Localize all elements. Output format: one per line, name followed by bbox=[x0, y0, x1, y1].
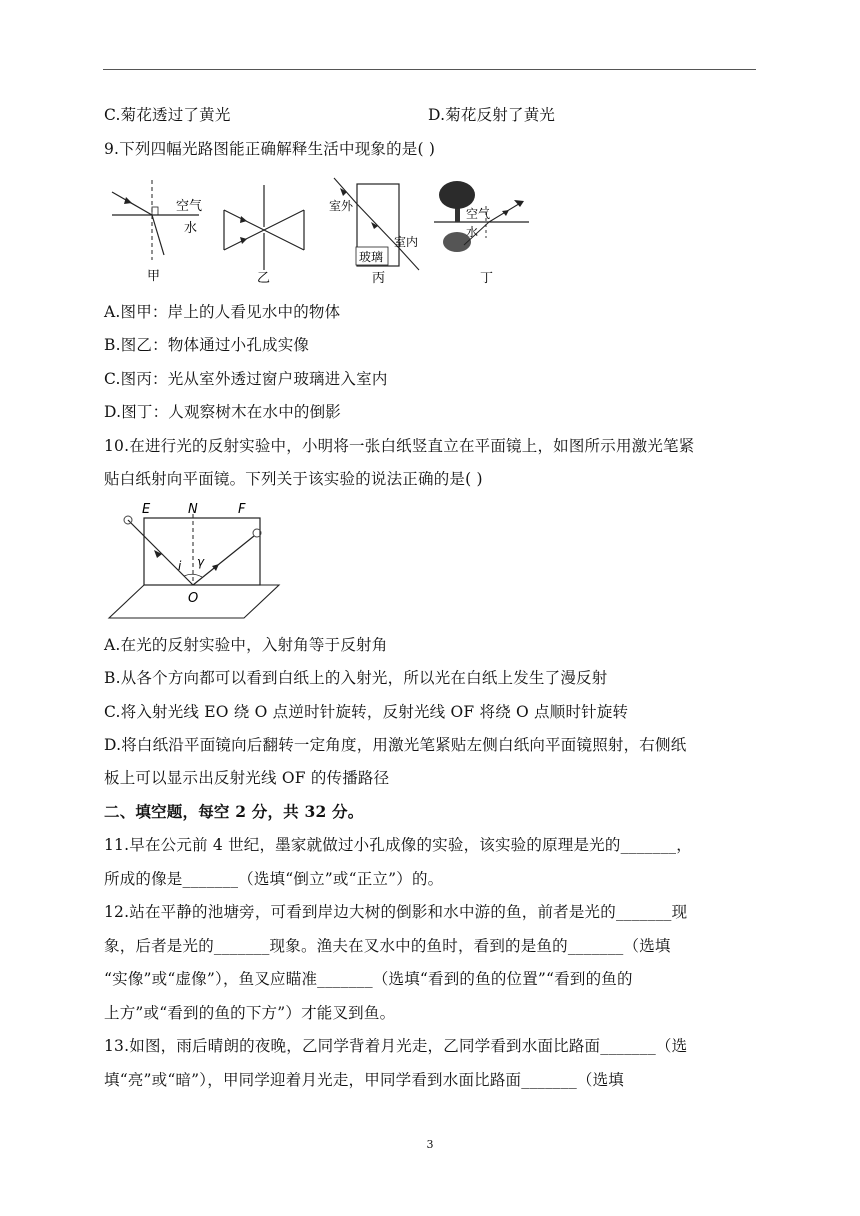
label-bing: 丙 bbox=[372, 271, 386, 286]
q9-option-c: C.图丙：光从室外透过窗户玻璃进入室内 bbox=[104, 370, 388, 388]
q10-option-a: A.在光的反射实验中，入射角等于反射角 bbox=[104, 636, 388, 654]
q9-option-a: A.图甲：岸上的人看见水中的物体 bbox=[104, 303, 341, 321]
q9-option-d: D.图丁：人观察树木在水中的倒影 bbox=[104, 403, 342, 421]
q8-option-c: C.菊花透过了黄光 bbox=[104, 106, 231, 124]
q9-option-b: B.图乙：物体通过小孔成实像 bbox=[104, 336, 310, 354]
q10-option-d-line2: 板上可以显示出反射光线 OF 的传播路径 bbox=[104, 769, 390, 787]
figure-ding bbox=[434, 181, 529, 286]
label-i: i bbox=[178, 559, 182, 573]
q10-option-c: C.将入射光线 EO 绕 O 点逆时针旋转，反射光线 OF 将绕 O 点顺时针旋转 bbox=[104, 703, 629, 721]
label-N: N bbox=[188, 502, 198, 517]
q10-stem-line2: 贴白纸射向平面镜。下列关于该实验的说法正确的是( ) bbox=[104, 470, 483, 488]
label-outdoor: 室外 bbox=[329, 199, 354, 213]
q12-line2: 象，后者是光的_______现象。渔夫在叉水中的鱼时，看到的是鱼的_______（选填 bbox=[104, 937, 671, 955]
q10-stem-line1: 10.在进行光的反射实验中，小明将一张白纸竖直立在平面镜上，如图所示用激光笔紧 bbox=[104, 437, 695, 455]
page-number: 3 bbox=[426, 1138, 434, 1151]
label-F: F bbox=[238, 502, 246, 517]
q13-line1: 13.如图，雨后晴朗的夜晚，乙同学背着月光走，乙同学看到水面比路面_______（选 bbox=[104, 1037, 688, 1055]
label-ding: 丁 bbox=[480, 271, 494, 286]
q12-line3: “实像”或“虚像”），鱼叉应瞄准_______（选填“看到的鱼的位置”“看到的鱼的 bbox=[104, 970, 633, 988]
label-water-jia: 水 bbox=[184, 221, 198, 236]
q9-stem: 9.下列四幅光路图能正确解释生活中现象的是( ) bbox=[104, 140, 436, 158]
label-indoor: 室内 bbox=[394, 235, 419, 249]
figure-jia bbox=[112, 180, 202, 284]
label-air-ding: 空气 bbox=[466, 207, 491, 221]
label-gamma: γ bbox=[197, 555, 205, 569]
q13-line2: 填“亮”或“暗”），甲同学迎着月光走，甲同学看到水面比路面_______（选填 bbox=[104, 1071, 624, 1089]
q10-option-d-line1: D.将白纸沿平面镜向后翻转一定角度，用激光笔紧贴左侧白纸向平面镜照射，右侧纸 bbox=[104, 736, 687, 754]
label-E: E bbox=[142, 502, 151, 517]
label-O: O bbox=[188, 591, 199, 606]
label-yi: 乙 bbox=[257, 271, 271, 286]
label-jia: 甲 bbox=[147, 269, 161, 284]
label-air-jia: 空气 bbox=[176, 199, 203, 214]
label-glass: 玻璃 bbox=[359, 250, 384, 264]
figure-yi bbox=[224, 185, 304, 286]
q8-option-d: D.菊花反射了黄光 bbox=[428, 106, 556, 124]
label-water-ding: 水 bbox=[466, 225, 479, 239]
q12-line1: 12.站在平静的池塘旁，可看到岸边大树的倒影和水中游的鱼，前者是光的_______现 bbox=[104, 903, 688, 921]
header-rule bbox=[103, 69, 756, 70]
figure-bing bbox=[329, 178, 419, 286]
q10-figure bbox=[104, 500, 284, 625]
section-heading: 二、填空题，每空 2 分，共 32 分。 bbox=[104, 802, 364, 821]
q11-line1: 11.早在公元前 4 世纪，墨家就做过小孔成像的实验，该实验的原理是光的_______， bbox=[104, 836, 692, 854]
q9-figures bbox=[104, 170, 544, 290]
q11-line2: 所成的像是_______（选填“倒立”或“正立”）的。 bbox=[104, 870, 444, 888]
q12-line4: 上方”或“看到的鱼的下方”）才能叉到鱼。 bbox=[104, 1004, 396, 1022]
q10-option-b: B.从各个方向都可以看到白纸上的入射光，所以光在白纸上发生了漫反射 bbox=[104, 669, 608, 687]
